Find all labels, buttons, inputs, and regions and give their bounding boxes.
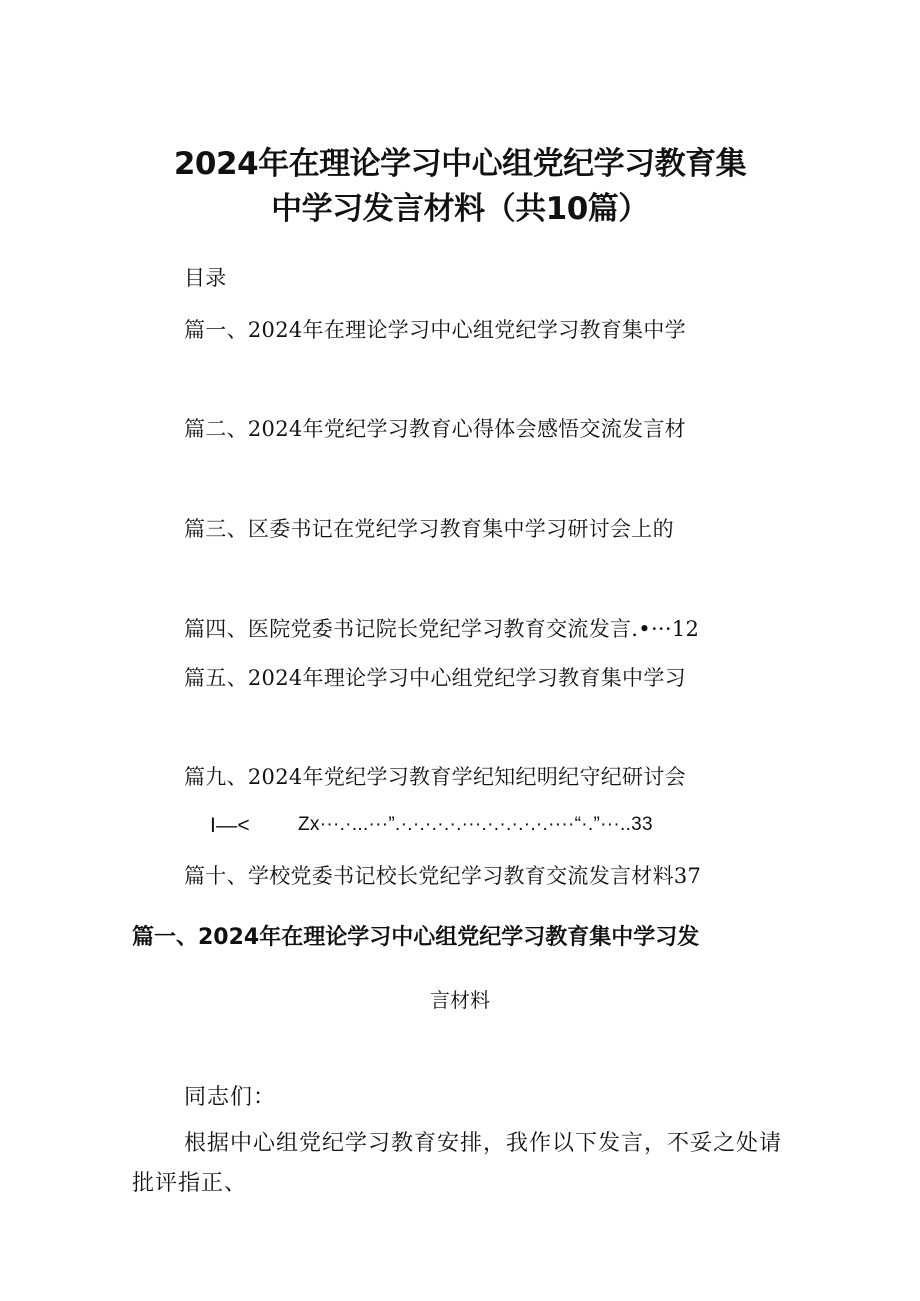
document-title-line-2: 中学习发言材料（共10篇） bbox=[271, 191, 649, 227]
toc-entry-5: 篇五、2024年理论学习中心组党纪学习教育集中学习 bbox=[184, 666, 686, 690]
section-heading-line-1: 篇一、2024年在理论学习中心组党纪学习教育集中学习发 bbox=[132, 925, 700, 950]
toc-entry-10: 篇十、学校党委书记校长党纪学习教育交流发言材料37 bbox=[184, 864, 702, 888]
toc-entry-1: 篇一、2024年在理论学习中心组党纪学习教育集中学 bbox=[184, 318, 686, 342]
section-heading-line-2: 言材料 bbox=[430, 988, 490, 1012]
paragraph-1-line-2: 批评指正、 bbox=[132, 1171, 248, 1196]
toc-entry-3: 篇三、区委书记在党纪学习教育集中学习研讨会上的 bbox=[184, 517, 674, 541]
toc-leader-artifact-left: I—< bbox=[210, 814, 250, 837]
toc-entry-9: 篇九、2024年党纪学习教育学纪知纪明纪守纪研讨会 bbox=[184, 765, 686, 789]
salutation: 同志们： bbox=[184, 1085, 277, 1110]
paragraph-1-line-1: 根据中心组党纪学习教育安排，我作以下发言，不妥之处请 bbox=[184, 1131, 783, 1156]
toc-leader-artifact-right: Zx···.·...···”.·.·.·.·.·.···.·.·.·.·.·.····“·.”···..33 bbox=[298, 814, 653, 835]
toc-heading: 目录 bbox=[184, 266, 227, 290]
document-title-line-1: 2024年在理论学习中心组党纪学习教育集 bbox=[173, 146, 747, 182]
toc-entry-2: 篇二、2024年党纪学习教育心得体会感悟交流发言材 bbox=[184, 417, 686, 441]
toc-entry-4: 篇四、医院党委书记院长党纪学习教育交流发言.•···12 bbox=[184, 617, 700, 641]
